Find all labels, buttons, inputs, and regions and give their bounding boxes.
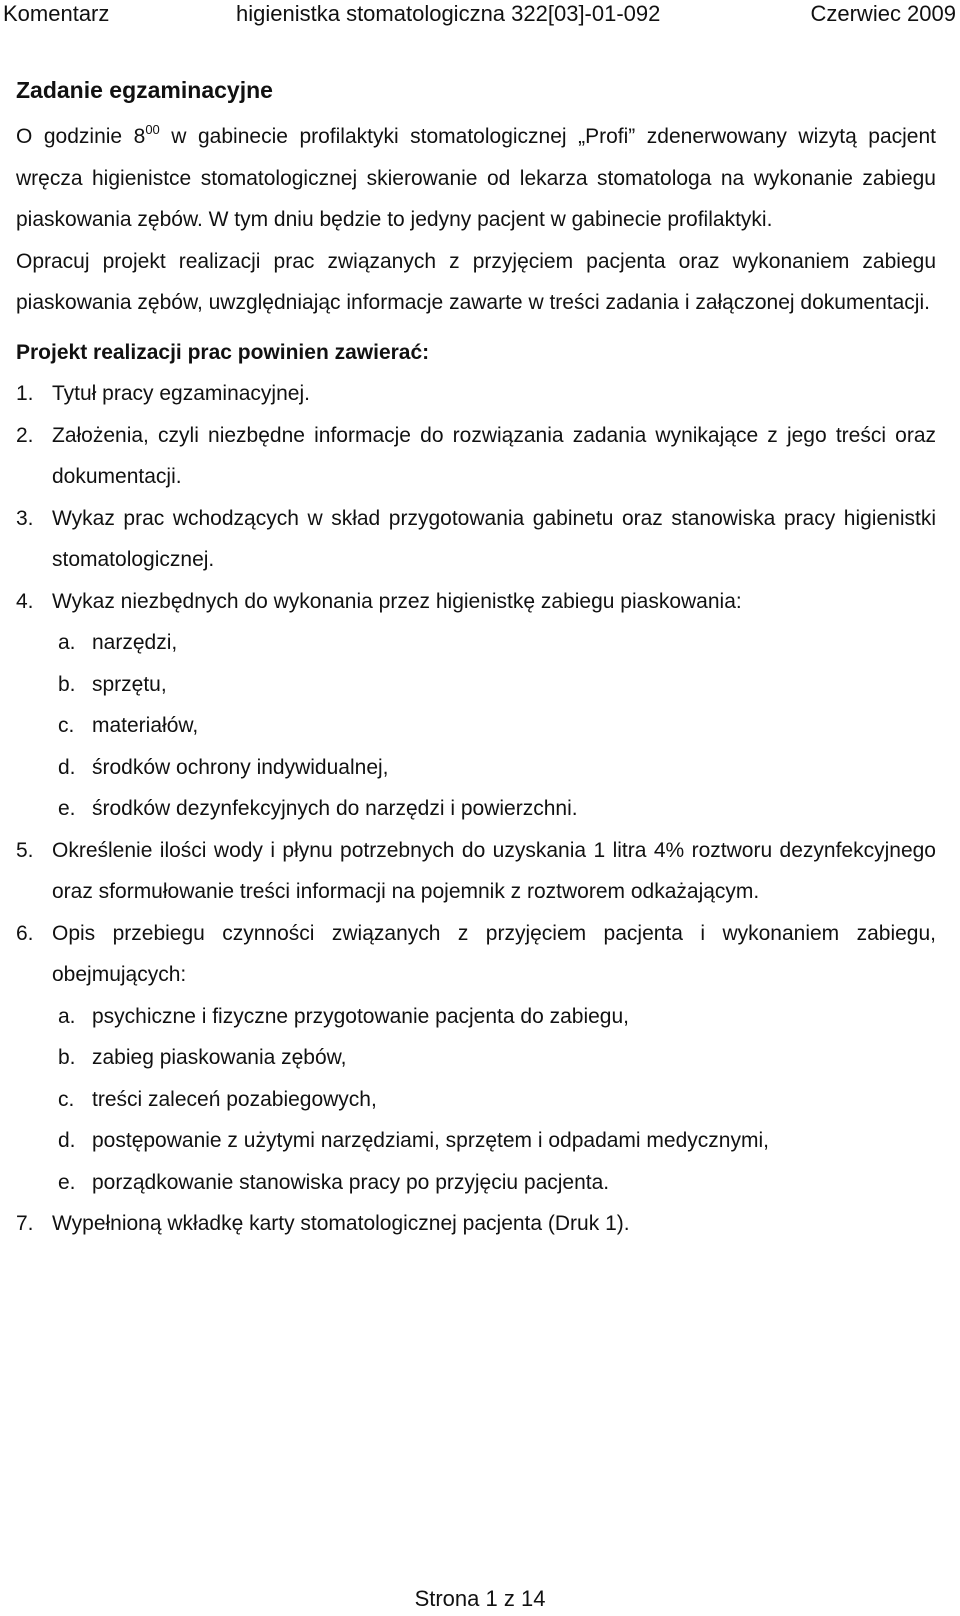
list-item-number: 7. <box>16 1212 34 1235</box>
sublist <box>52 622 936 830</box>
sublist-item-letter: a. <box>58 631 76 654</box>
list-item <box>16 913 936 1204</box>
sublist-item-letter: c. <box>58 714 75 737</box>
instruction-paragraph: Opracuj projekt realizacji prac związanych z przyjęciem pacjenta oraz wykonaniem zabiegu piaskowania zębów, uwzględniając informacje zawarte w treści zadania i załączonej dokumentacji. <box>16 249 936 314</box>
list-item-number: 5. <box>16 838 34 862</box>
page-header <box>0 0 960 30</box>
list-item <box>16 415 936 498</box>
list-item <box>16 830 936 913</box>
list-item-text: Opis przebiegu czynności związanych z przyjęciem pacjenta i wykonaniem zabiegu, obejmujących: <box>52 921 936 986</box>
sublist-item <box>58 1120 936 1162</box>
list-item <box>16 1203 936 1245</box>
document-title: Zadanie egzaminacyjne <box>16 77 273 103</box>
intro-time-superscript: 00 <box>145 122 160 137</box>
sublist-item-letter: b. <box>58 1046 76 1069</box>
list-item <box>16 373 936 415</box>
sublist-item-text: sprzętu, <box>92 672 167 696</box>
sublist-item-letter: b. <box>58 672 76 696</box>
sublist-item-text: materiałów, <box>92 714 199 737</box>
section-subheading: Projekt realizacji prac powinien zawierać: <box>16 340 430 364</box>
list-item-number: 3. <box>16 506 34 530</box>
sublist-item <box>58 1037 936 1079</box>
list-item-text: Wykaz prac wchodzących w skład przygotowania gabinetu oraz stanowiska pracy higienistki stomatologicznej. <box>52 506 936 571</box>
list-item <box>16 581 936 830</box>
sublist-item-letter: e. <box>58 797 76 820</box>
header-left: Komentarz <box>3 1 110 26</box>
sublist-item-letter: a. <box>58 1004 76 1028</box>
sublist-item-text: postępowanie z użytymi narzędziami, sprzętem i odpadami medycznymi, <box>92 1129 769 1152</box>
page-footer: Strona 1 z 14 <box>414 1586 546 1611</box>
sublist-item <box>58 1079 936 1121</box>
list-item-number: 6. <box>16 921 34 945</box>
list-item-number: 1. <box>16 382 34 405</box>
sublist-item-letter: e. <box>58 1170 76 1194</box>
intro-after-time: w gabinecie profilaktyki stomatologicznej „Profi” zdenerwowany wizytą pacjent wręcza higienistce stomatologicznej skierowanie od lekarza stomatologa na wykonanie zabiegu piaskowania zębów. W tym dniu będzie to jedyny pacjent w gabinecie profilaktyki. <box>16 125 936 231</box>
document-body <box>16 70 936 1245</box>
header-right: Czerwiec 2009 <box>810 1 956 26</box>
requirements-list <box>16 373 936 1245</box>
sublist-item <box>58 1162 936 1204</box>
sublist-item-text: środków ochrony indywidualnej, <box>92 755 389 779</box>
list-item-text: Założenia, czyli niezbędne informacje do rozwiązania zadania wynikające z jego treści oraz dokumentacji. <box>52 423 936 488</box>
sublist-item-text: treści zaleceń pozabiegowych, <box>92 1087 377 1111</box>
list-item-text: Tytuł pracy egzaminacyjnej. <box>52 382 310 405</box>
sublist-item <box>58 664 936 706</box>
sublist-item-text: narzędzi, <box>92 631 178 654</box>
list-item-number: 2. <box>16 423 34 447</box>
sublist-item-text: porządkowanie stanowiska pracy po przyjęciu pacjenta. <box>92 1170 610 1194</box>
sublist-item-text: zabieg piaskowania zębów, <box>92 1046 347 1069</box>
list-item-number: 4. <box>16 589 34 613</box>
header-center: higienistka stomatologiczna 322[03]-01-092 <box>236 1 661 26</box>
sublist <box>52 996 936 1204</box>
sublist-item <box>58 705 936 747</box>
sublist-item-letter: d. <box>58 1129 76 1152</box>
sublist-item-text: środków dezynfekcyjnych do narzędzi i powierzchni. <box>92 797 578 820</box>
list-item <box>16 498 936 581</box>
list-item-text: Wykaz niezbędnych do wykonania przez higienistkę zabiegu piaskowania: <box>52 589 742 613</box>
sublist-item <box>58 747 936 789</box>
list-item-text: Określenie ilości wody i płynu potrzebnych do uzyskania 1 litra 4% roztworu dezynfekcyjnego oraz sformułowanie treści informacji na pojemnik z roztworem odkażającym. <box>52 838 936 903</box>
sublist-item <box>58 788 936 830</box>
sublist-item-letter: c. <box>58 1087 75 1111</box>
intro-before-time: O godzinie 8 <box>16 125 146 148</box>
intro-paragraph <box>16 116 936 241</box>
sublist-item-letter: d. <box>58 755 76 779</box>
list-item-text: Wypełnioną wkładkę karty stomatologicznej pacjenta (Druk 1). <box>52 1212 630 1235</box>
sublist-item-text: psychiczne i fizyczne przygotowanie pacjenta do zabiegu, <box>92 1004 629 1028</box>
sublist-item <box>58 996 936 1038</box>
sublist-item <box>58 622 936 664</box>
